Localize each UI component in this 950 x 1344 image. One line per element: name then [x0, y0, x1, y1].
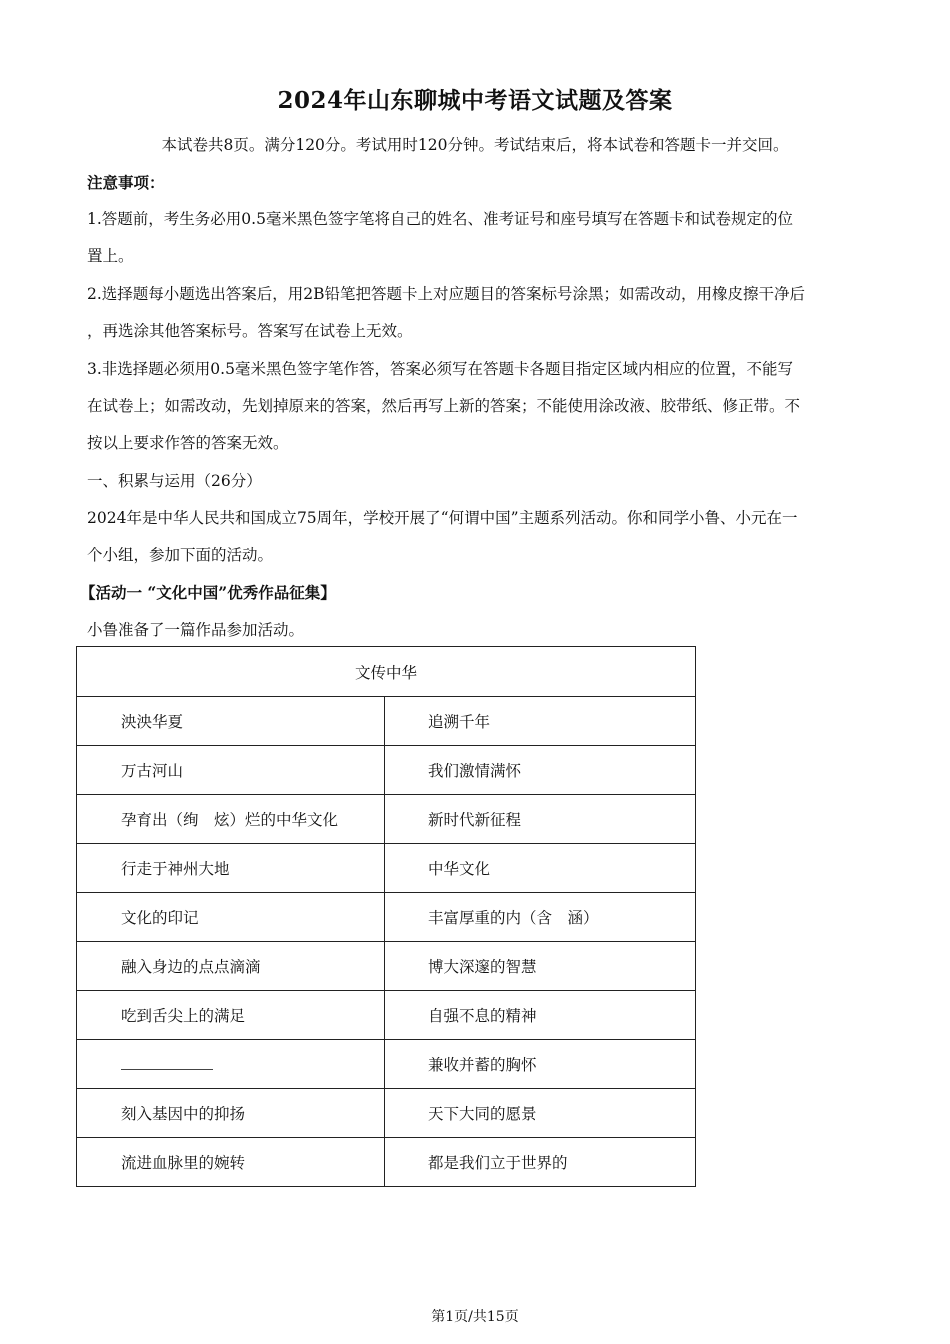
- poem-line-right: 追溯千年: [385, 697, 696, 746]
- poem-line-left: 融入身边的点点滴滴: [77, 942, 385, 991]
- table-row: [77, 746, 696, 795]
- section-heading: 一、积累与运用（26分）: [87, 472, 262, 490]
- page-number: 第1页/共15页: [431, 1309, 519, 1325]
- poem-line-right: 我们激情满怀: [385, 746, 696, 795]
- poem-line-right: 丰富厚重的内（含 涵）: [385, 893, 696, 942]
- poem-line-left: 泱泱华夏: [77, 697, 385, 746]
- table-row: [77, 697, 696, 746]
- poem-line-left: 万古河山: [77, 746, 385, 795]
- activity-intro: 小鲁准备了一篇作品参加活动。: [87, 621, 305, 639]
- context-line: 2024年是中华人民共和国成立75周年，学校开展了“何谓中国”主题系列活动。你和同学小鲁、小元在一: [87, 509, 798, 527]
- poem-line-left: 流进血脉里的婉转: [77, 1138, 385, 1187]
- poem-line-right: 天下大同的愿景: [385, 1089, 696, 1138]
- activity-heading: 【活动一 “文化中国”优秀作品征集】: [80, 583, 336, 602]
- table-row: [77, 1040, 696, 1089]
- notice-line: 置上。: [87, 247, 134, 265]
- table-row: [77, 991, 696, 1040]
- poem-line-right: 博大深邃的智慧: [385, 942, 696, 991]
- poem-blank-cell: [77, 1040, 385, 1089]
- poem-line-right: 新时代新征程: [385, 795, 696, 844]
- context-line: 个小组，参加下面的活动。: [87, 546, 274, 564]
- poem-line-right: 都是我们立于世界的: [385, 1138, 696, 1187]
- notice-line: 2.选择题每小题选出答案后，用2B铅笔把答题卡上对应题目的答案标号涂黑；如需改动，用橡皮擦干净后: [87, 285, 806, 303]
- page-title: 2024年山东聊城中考语文试题及答案: [277, 87, 673, 114]
- poem-line-left: 刻入基因中的抑扬: [77, 1089, 385, 1138]
- table-row: [77, 942, 696, 991]
- table-row: [77, 1138, 696, 1187]
- notice-line: 按以上要求作答的答案无效。: [87, 434, 289, 452]
- poem-line-right: 中华文化: [385, 844, 696, 893]
- poem-line-right: 兼收并蓄的胸怀: [385, 1040, 696, 1089]
- exam-intro: 本试卷共8页。满分120分。考试用时120分钟。考试结束后，将本试卷和答题卡一并交回。: [161, 136, 789, 154]
- poem-line-left: 行走于神州大地: [77, 844, 385, 893]
- notice-line: ，再选涂其他答案标号。答案写在试卷上无效。: [87, 322, 413, 340]
- notice-line: 1.答题前，考生务必用0.5毫米黑色签字笔将自己的姓名、准考证号和座号填写在答题卡和试卷规定的位: [87, 210, 793, 228]
- table-row: [77, 795, 696, 844]
- table-row: [77, 844, 696, 893]
- table-row: [77, 647, 696, 697]
- poem-table: [76, 646, 696, 1187]
- poem-line-right: 自强不息的精神: [385, 991, 696, 1040]
- notice-line: 3.非选择题必须用0.5毫米黑色签字笔作答，答案必须写在答题卡各题目指定区域内相应的位置，不能写: [87, 360, 793, 378]
- answer-blank: [121, 1055, 213, 1070]
- table-row: [77, 893, 696, 942]
- notice-heading: 注意事项：: [87, 173, 165, 192]
- poem-line-left: 文化的印记: [77, 893, 385, 942]
- poem-line-left: 吃到舌尖上的满足: [77, 991, 385, 1040]
- poem-title: 文传中华: [77, 647, 696, 697]
- table-row: [77, 1089, 696, 1138]
- poem-line-left: 孕育出（绚 炫）烂的中华文化: [77, 795, 385, 844]
- notice-line: 在试卷上；如需改动，先划掉原来的答案，然后再写上新的答案；不能使用涂改液、胶带纸、修正带。不: [87, 397, 801, 415]
